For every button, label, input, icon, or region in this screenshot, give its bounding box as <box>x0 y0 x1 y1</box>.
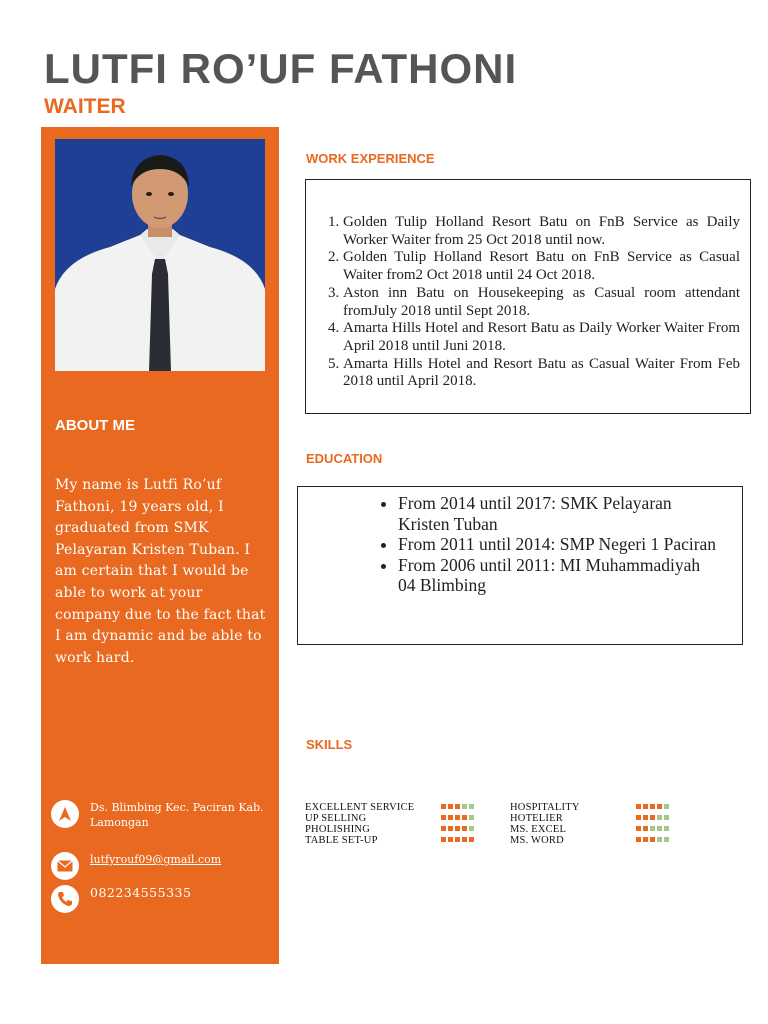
skill-rating <box>636 804 669 809</box>
rating-square-empty <box>657 815 662 820</box>
skill-rating <box>636 826 669 831</box>
rating-square-filled <box>441 826 446 831</box>
rating-square-filled <box>441 804 446 809</box>
rating-square-empty <box>462 804 467 809</box>
skill-rating <box>441 837 474 842</box>
email-link[interactable]: lutfyrouf09@gmail.com <box>90 853 222 866</box>
rating-square-filled <box>650 804 655 809</box>
contact-phone <box>51 885 270 913</box>
skills-grid <box>305 802 705 848</box>
rating-square-empty <box>469 804 474 809</box>
rating-square-empty <box>657 837 662 842</box>
about-me-heading: ABOUT ME <box>55 417 135 434</box>
profile-photo-portrait <box>55 139 265 371</box>
contact-address <box>51 800 270 830</box>
skill-name: TABLE SET-UP <box>305 835 378 846</box>
skill-name: MS. WORD <box>510 835 564 846</box>
work-experience-heading: WORK EXPERIENCE <box>306 151 435 166</box>
rating-square-filled <box>441 815 446 820</box>
rating-square-empty <box>657 826 662 831</box>
education-heading: EDUCATION <box>306 451 383 466</box>
rating-square-filled <box>636 826 641 831</box>
rating-square-empty <box>469 826 474 831</box>
skill-rating <box>441 826 474 831</box>
phone-icon <box>51 885 79 913</box>
work-experience-box <box>305 179 751 414</box>
rating-square-filled <box>636 815 641 820</box>
rating-square-empty <box>650 826 655 831</box>
rating-square-empty <box>664 804 669 809</box>
skill-name: HOTELIER <box>510 813 563 824</box>
skill-row <box>510 802 580 813</box>
skill-rating <box>441 815 474 820</box>
work-item: 1. Golden Tulip Holland Resort Batu on FnB Service as Daily Worker Waiter from 25 Oct 2018 until now. <box>343 214 740 249</box>
rating-square-empty <box>469 815 474 820</box>
location-arrow-icon <box>51 800 79 828</box>
rating-square-filled <box>448 837 453 842</box>
skill-row <box>305 824 370 835</box>
envelope-icon <box>51 852 79 880</box>
skill-row <box>305 835 378 846</box>
work-item: 5. Amarta Hills Hotel and Resort Batu as Casual Waiter From Feb 2018 until April 2018. <box>343 356 740 391</box>
rating-square-filled <box>643 837 648 842</box>
rating-square-filled <box>657 804 662 809</box>
rating-square-filled <box>636 837 641 842</box>
education-item: • From 2014 until 2017: SMK Pelayaran Kristen Tuban <box>398 493 718 534</box>
skill-row <box>305 802 414 813</box>
education-list <box>298 493 742 596</box>
rating-square-empty <box>664 826 669 831</box>
rating-square-filled <box>643 804 648 809</box>
skill-row <box>510 813 563 824</box>
work-item: 2. Golden Tulip Holland Resort Batu on FnB Service as Casual Waiter from2 Oct 2018 until 24 Oct 2018. <box>343 249 740 284</box>
skill-name: EXCELLENT SERVICE <box>305 802 415 813</box>
profile-photo <box>55 139 265 371</box>
skill-rating <box>636 837 669 842</box>
work-experience-list <box>312 214 740 391</box>
rating-square-filled <box>462 837 467 842</box>
rating-square-filled <box>455 804 460 809</box>
phone-text: 082234555335 <box>90 885 192 900</box>
rating-square-filled <box>643 826 648 831</box>
rating-square-filled <box>455 826 460 831</box>
rating-square-filled <box>469 837 474 842</box>
contact-email[interactable] <box>51 852 270 880</box>
rating-square-filled <box>462 826 467 831</box>
rating-square-filled <box>441 837 446 842</box>
skill-row <box>305 813 366 824</box>
skill-name: PHOLISHING <box>305 824 370 835</box>
rating-square-empty <box>664 815 669 820</box>
sidebar <box>41 127 279 964</box>
about-me-text: My name is Lutfi Ro’uf Fathoni, 19 years old, I graduated from SMK Pelayaran Kristen Tuban. I am certain that I would be able to work at your company due to the fact that I am dynamic and be able to work hard. <box>55 477 266 666</box>
education-box <box>297 486 743 645</box>
rating-square-filled <box>650 815 655 820</box>
rating-square-filled <box>455 837 460 842</box>
rating-square-empty <box>664 837 669 842</box>
rating-square-filled <box>455 815 460 820</box>
rating-square-filled <box>636 804 641 809</box>
rating-square-filled <box>448 804 453 809</box>
education-item: • From 2011 until 2014: SMP Negeri 1 Paciran <box>398 534 718 555</box>
skill-row <box>510 824 566 835</box>
work-item: 4. Amarta Hills Hotel and Resort Batu as Daily Worker Waiter From April 2018 until Juni 2018. <box>343 320 740 355</box>
skill-name: HOSPITALITY <box>510 802 580 813</box>
rating-square-filled <box>448 826 453 831</box>
rating-square-filled <box>650 837 655 842</box>
education-item: • From 2006 until 2011: MI Muhammadiyah 04 Blimbing <box>398 555 718 596</box>
skill-rating <box>636 815 669 820</box>
job-title: WAITER <box>44 95 126 118</box>
skill-row <box>510 835 564 846</box>
rating-square-filled <box>462 815 467 820</box>
skill-name: MS. EXCEL <box>510 824 567 835</box>
work-item: 3. Aston inn Batu on Housekeeping as Casual room attendant fromJuly 2018 until Sept 2018. <box>343 285 740 320</box>
rating-square-filled <box>448 815 453 820</box>
address-text: Ds. Blimbing Kec. Paciran Kab. Lamongan <box>90 801 264 829</box>
candidate-name: LUTFI RO’UF FATHONI <box>44 45 518 92</box>
rating-square-filled <box>643 815 648 820</box>
skill-name: UP SELLING <box>305 813 367 824</box>
skills-heading: SKILLS <box>306 737 353 752</box>
skill-rating <box>441 804 474 809</box>
